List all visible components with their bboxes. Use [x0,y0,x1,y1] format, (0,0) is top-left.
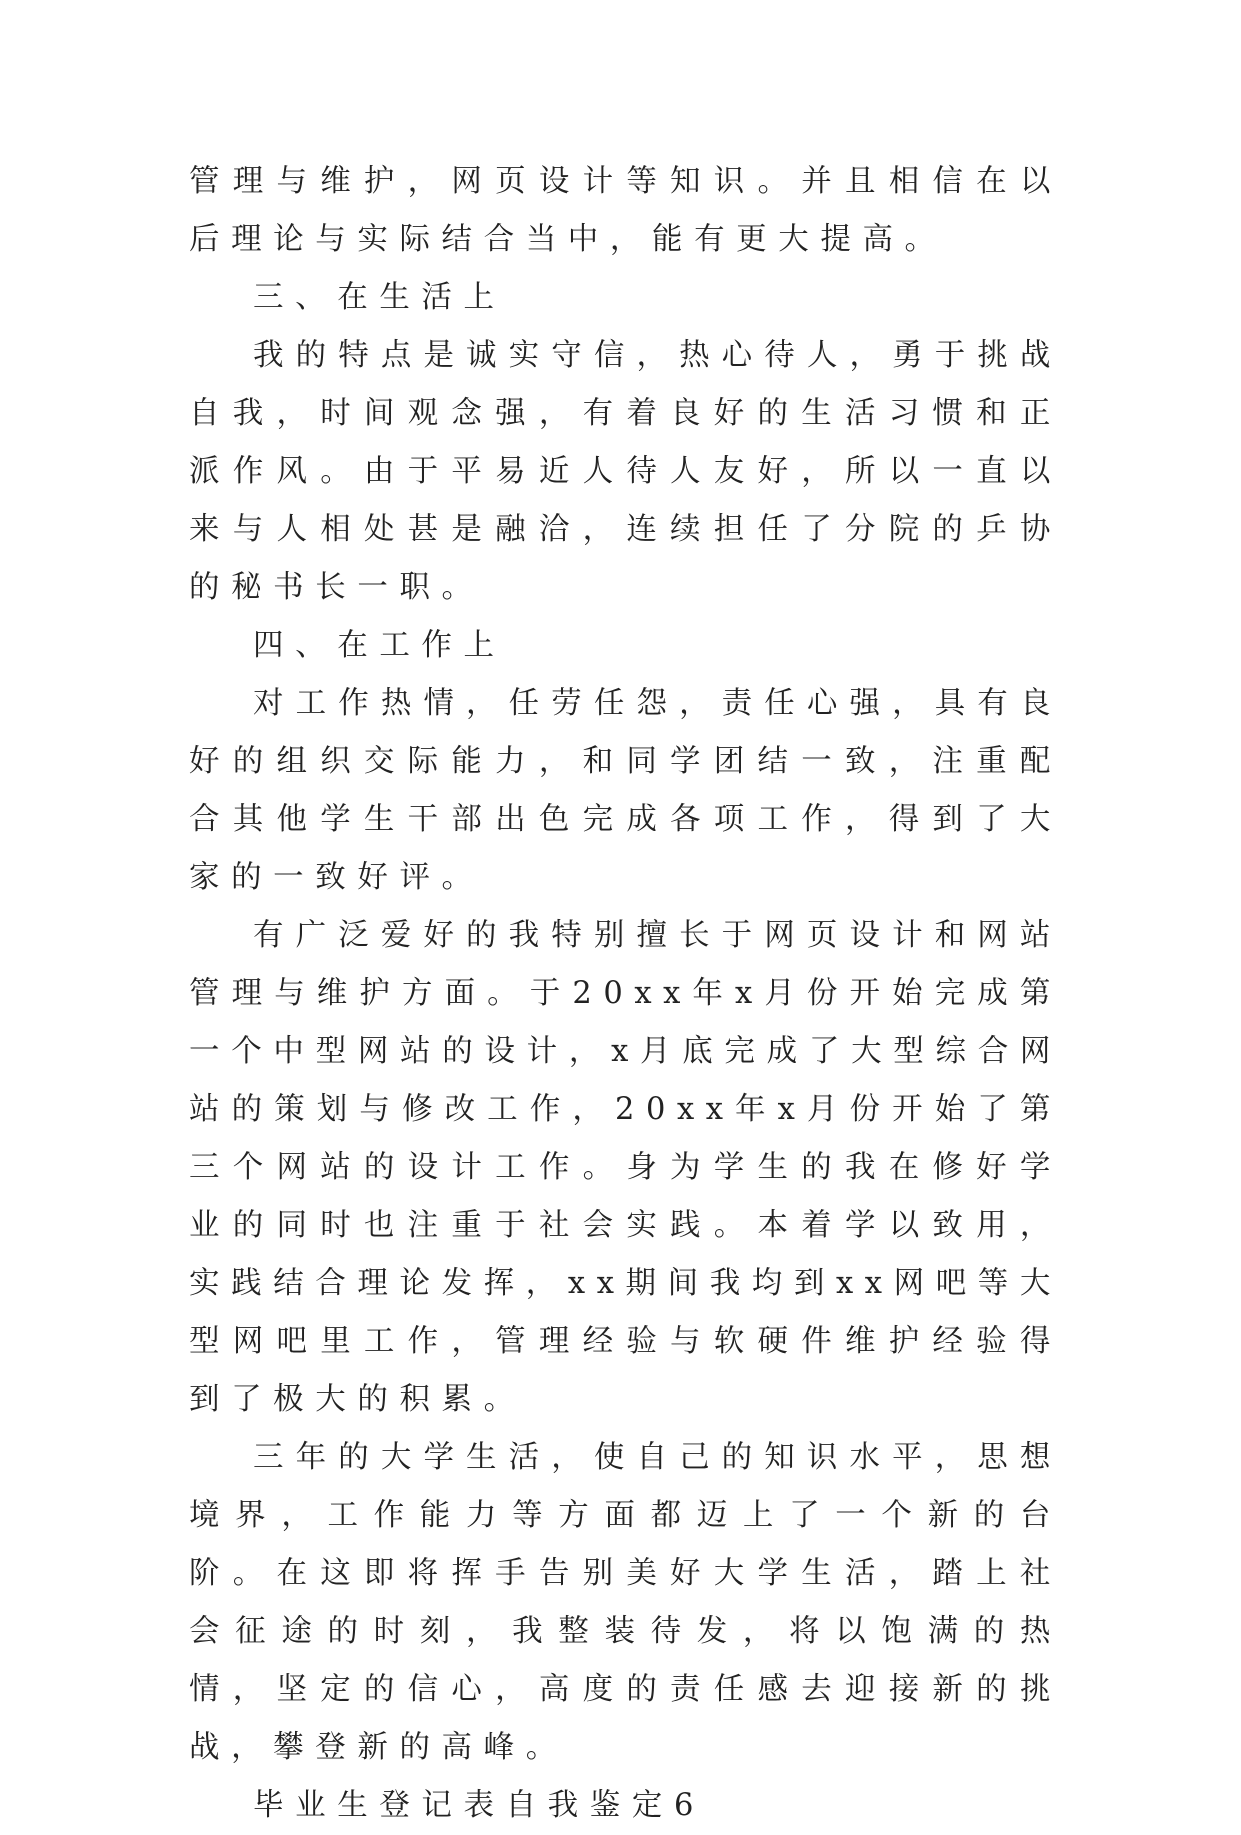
paragraph-summary: 三年的大学生活，使自己的知识水平，思想境界，工作能力等方面都迈上了一个新的台阶。在这即将挥手告别美好大学生活，踏上社会征途的时刻，我整装待发，将以饱满的热情，坚定的信心，高度的责任感去迎接新的挑战，攀登新的高峰。 [189,1440,1062,1765]
paragraph-hobbies: 有广泛爱好的我特别擅长于网页设计和网站管理与维护方面。于20xx年x月份开始完成第一个中型网站的设计，x月底完成了大型综合网站的策划与修改工作，20xx年x月份开始了第三个网站的设计工作。身为学生的我在修好学业的同时也注重于社会实践。本着学以致用，实践结合理论发挥，xx期间我均到xx网吧等大型网吧里工作，管理经验与软硬件维护经验得到了极大的积累。 [189,918,1062,1417]
paragraph-continuation: 管理与维护，网页设计等知识。并且相信在以后理论与实际结合当中，能有更大提高。 [189,164,1062,257]
document-body [189,153,1062,1835]
section-heading-life: 三、在生活上 [253,280,506,315]
section-heading-work: 四、在工作上 [253,628,506,663]
next-section-title: 毕业生登记表自我鉴定6 [253,1788,705,1823]
paragraph-life: 我的特点是诚实守信，热心待人，勇于挑战自我，时间观念强，有着良好的生活习惯和正派作风。由于平易近人待人友好，所以一直以来与人相处甚是融洽，连续担任了分院的乒协的秘书长一职。 [189,338,1062,605]
paragraph-work: 对工作热情，任劳任怨，责任心强，具有良好的组织交际能力，和同学团结一致，注重配合其他学生干部出色完成各项工作，得到了大家的一致好评。 [189,686,1062,895]
